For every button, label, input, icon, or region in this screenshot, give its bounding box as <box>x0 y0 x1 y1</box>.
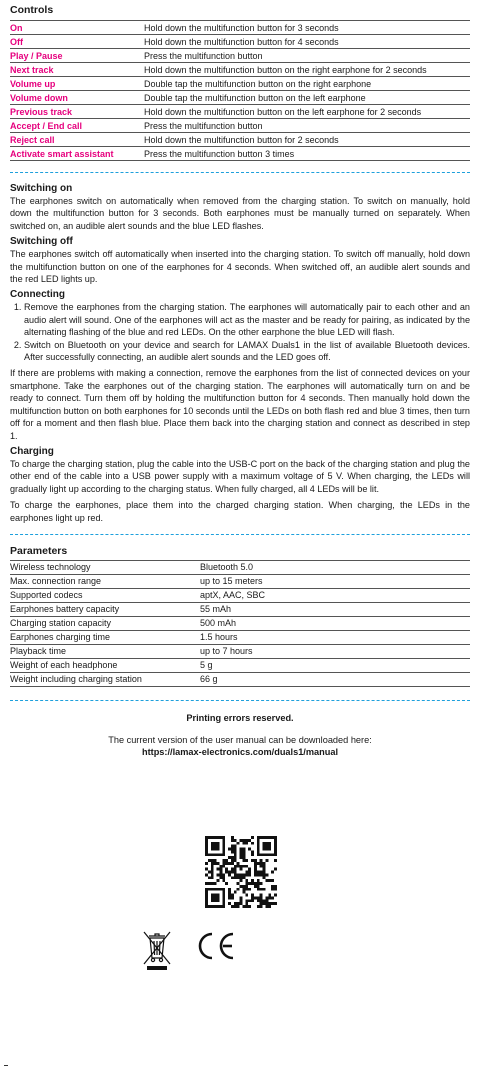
control-instruction: Hold down the multifunction button for 3 seconds <box>144 21 470 35</box>
control-instruction: Press the multifunction button <box>144 49 470 63</box>
parameter-name: Max. connection range <box>10 574 200 588</box>
control-action: Activate smart assistant <box>10 147 144 161</box>
control-action: Reject call <box>10 133 144 147</box>
parameter-value: 500 mAh <box>200 616 470 630</box>
connecting-title: Connecting <box>10 289 65 301</box>
parameter-value: 66 g <box>200 672 470 686</box>
control-action: Volume up <box>10 77 144 91</box>
weee-crossed-bin-icon <box>138 928 176 972</box>
parameter-value: 55 mAh <box>200 602 470 616</box>
parameter-name: Weight including charging station <box>10 672 200 686</box>
parameter-row <box>10 602 470 616</box>
control-action: Volume down <box>10 91 144 105</box>
switching-on-text: The earphones switch on automatically when removed from the charging station. To switch on manually, hold down the multifunction button for 3 seconds. Both earphones must be manually turned on separately. When switched on, an audible alert sounds and the blue LED flashes. <box>10 196 470 231</box>
parameter-value: Bluetooth 5.0 <box>200 560 470 574</box>
controls-row <box>10 91 470 105</box>
manual-url-link[interactable]: https://lamax-electronics.com/duals1/manual <box>141 746 339 757</box>
parameter-row <box>10 630 470 644</box>
parameter-row <box>10 560 470 574</box>
control-action: Previous track <box>10 105 144 119</box>
switching-on-title: Switching on <box>10 183 73 194</box>
control-instruction: Hold down the multifunction button on the left earphone for 2 seconds <box>144 105 470 119</box>
controls-row <box>10 21 470 35</box>
parameter-value: up to 7 hours <box>200 644 470 658</box>
parameter-name: Charging station capacity <box>10 616 200 630</box>
control-instruction: Hold down the multifunction button on the right earphone for 2 seconds <box>144 63 470 77</box>
parameter-value: 1.5 hours <box>200 630 470 644</box>
controls-row <box>10 49 470 63</box>
controls-row <box>10 147 470 161</box>
qr-code-icon[interactable] <box>205 836 277 908</box>
parameter-row <box>10 574 470 588</box>
charging-text-1: To charge the charging station, plug the cable into the USB-C port on the back of the charging station and plug the other end of the cable into a USB power supply with a maximum voltage of 5 V. When charging, the LEDs will gradually light up according to the charging status. When fully charged, all 4 LEDs will be lit. <box>10 458 470 494</box>
controls-row <box>10 119 470 133</box>
controls-row <box>10 133 470 147</box>
control-instruction: Hold down the multifunction button for 4 seconds <box>144 35 470 49</box>
parameter-name: Wireless technology <box>10 560 200 574</box>
connecting-step: 2. Switch on Bluetooth on your device and search for LAMAX Duals1 in the list of available Bluetooth devices. After successfully connecting, an audible alert sounds and the LED goes off. <box>24 339 470 364</box>
parameter-name: Supported codecs <box>10 588 200 602</box>
connecting-steps <box>10 301 470 363</box>
parameters-title: Parameters <box>10 544 68 557</box>
controls-table <box>10 20 470 161</box>
parameter-row <box>10 588 470 602</box>
ce-mark-icon <box>193 930 237 962</box>
section-divider <box>10 700 470 701</box>
control-instruction: Press the multifunction button <box>144 119 470 133</box>
parameters-table <box>10 560 470 687</box>
control-action: Play / Pause <box>10 49 144 63</box>
section-divider <box>10 172 470 173</box>
controls-row <box>10 105 470 119</box>
parameter-name: Earphones battery capacity <box>10 602 200 616</box>
parameter-name: Earphones charging time <box>10 630 200 644</box>
section-divider <box>10 534 470 535</box>
switching-off-text: The earphones switch off automatically when inserted into the charging station. To switch off manually, hold down the multifunction button on one of the earphones for 4 seconds. When switched off, an audible alert sounds and the red LED lights up. <box>10 249 470 285</box>
parameter-row <box>10 658 470 672</box>
corner-mark <box>4 1065 8 1066</box>
control-action: On <box>10 21 144 35</box>
parameter-name: Playback time <box>10 644 200 658</box>
connecting-note: If there are problems with making a connection, remove the earphones from the list of connected devices on your smartphone. Take the earphones out of the charging station. The earphones will automatically turn on and be ready to connect. Turn them off by holding the multifunction button for 4 seconds. Then manually hold down the multifunction button on both earphones for 10 seconds until the LEDs on both flash red and blue 3 times, then turn off for a moment and then flash blue. Place them back into the charging station and connect as described in step 1. <box>10 368 470 441</box>
charging-title: Charging <box>10 445 54 457</box>
printing-errors-note: Printing errors reserved. <box>186 712 294 723</box>
parameter-value: up to 15 meters <box>200 574 470 588</box>
parameter-row <box>10 644 470 658</box>
manual-page <box>10 4 470 757</box>
parameter-value: 5 g <box>200 658 470 672</box>
connecting-step: 1. Remove the earphones from the charging station. The earphones will automatically pair to each other and an audio alert will sound. One of the earphones will act as the master and be ready for pairing, as indicated by the alternating flashing of the blue and red LEDs. On the other earphone the blue LED will flash. <box>24 301 470 338</box>
control-instruction: Double tap the multifunction button on the right earphone <box>144 77 470 91</box>
controls-title: Controls <box>10 4 54 16</box>
charging-text-2: To charge the earphones, place them into the charged charging station. When charging, the LEDs in the earphones light up red. <box>10 500 470 523</box>
parameter-name: Weight of each headphone <box>10 658 200 672</box>
switching-off-title: Switching off <box>10 236 73 248</box>
control-action: Off <box>10 35 144 49</box>
parameter-row <box>10 672 470 686</box>
controls-row <box>10 77 470 91</box>
parameter-value: aptX, AAC, SBC <box>200 588 470 602</box>
parameter-row <box>10 616 470 630</box>
footer <box>10 713 470 757</box>
control-instruction: Hold down the multifunction button for 2 seconds <box>144 133 470 147</box>
control-action: Accept / End call <box>10 119 144 133</box>
controls-row <box>10 35 470 49</box>
control-instruction: Press the multifunction button 3 times <box>144 147 470 161</box>
control-action: Next track <box>10 63 144 77</box>
control-instruction: Double tap the multifunction button on the left earphone <box>144 91 470 105</box>
controls-row <box>10 63 470 77</box>
download-text: The current version of the user manual can be downloaded here: <box>108 734 372 745</box>
